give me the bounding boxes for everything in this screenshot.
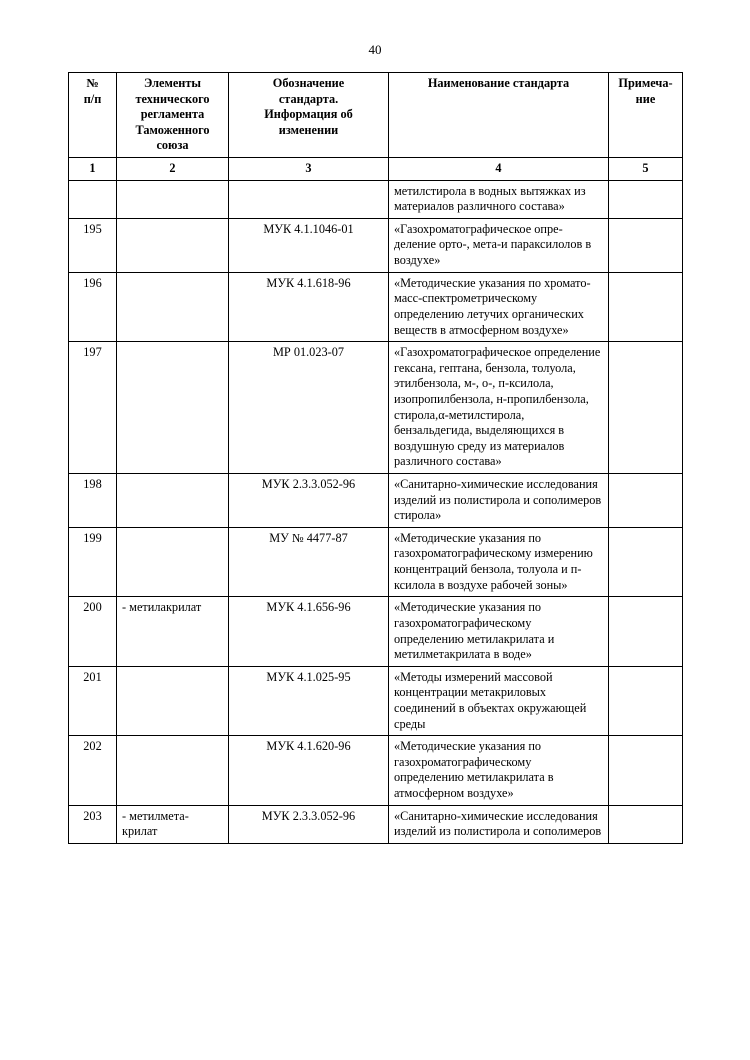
row-element <box>117 180 229 218</box>
column-header-elements-line4: Таможенного <box>135 122 210 137</box>
row-number: 195 <box>69 218 117 272</box>
row-note <box>609 272 683 341</box>
table-row <box>69 342 683 474</box>
column-header-note <box>609 73 683 158</box>
table-row <box>69 736 683 805</box>
row-element <box>117 666 229 735</box>
table-row <box>69 805 683 843</box>
table-body <box>69 180 683 843</box>
table-row <box>69 474 683 528</box>
row-name: «Методы измерений массовой концентрации метакриловых соединений в объектах окружающей среды <box>389 666 609 735</box>
row-note <box>609 736 683 805</box>
row-element <box>117 527 229 596</box>
row-designation: МУК 4.1.656-96 <box>229 597 389 666</box>
row-number: 203 <box>69 805 117 843</box>
column-header-elements-line1: Элементы <box>143 76 202 90</box>
row-element: - метилакрилат <box>117 597 229 666</box>
table-row <box>69 218 683 272</box>
column-header-designation <box>229 73 389 158</box>
table-header <box>69 73 683 181</box>
row-element <box>117 342 229 474</box>
row-element: - метилмета-крилат <box>117 805 229 843</box>
column-header-designation-line3: Информация об <box>264 107 353 122</box>
row-number: 201 <box>69 666 117 735</box>
row-note <box>609 342 683 474</box>
table-row <box>69 527 683 596</box>
row-name: «Санитарно-химические исследования изделий из полистирола и сополимеров <box>389 805 609 843</box>
row-name: «Газохроматографическое опре-деление орто-, мета-и параксилолов в воздухе» <box>389 218 609 272</box>
column-header-name <box>389 73 609 158</box>
table-row <box>69 180 683 218</box>
column-header-designation-line1: Обозначение <box>272 76 345 90</box>
column-header-elements-line3: регламента <box>140 107 205 122</box>
column-number-3: 3 <box>229 158 389 181</box>
row-number <box>69 180 117 218</box>
table-header-row <box>69 73 683 158</box>
table-row <box>69 272 683 341</box>
row-name: «Методические указания по газохроматографическому измерению концентраций бензола, толуола и п-ксилола в воздухе рабочей зоны» <box>389 527 609 596</box>
row-number: 202 <box>69 736 117 805</box>
column-header-note-line1: Примеча- <box>618 76 673 90</box>
standards-table <box>68 72 683 844</box>
column-number-4: 4 <box>389 158 609 181</box>
row-name: «Методические указания по хромато-масс-спектрометрическому определению летучих органических веществ в атмосферном воздухе» <box>389 272 609 341</box>
row-designation: МУК 4.1.025-95 <box>229 666 389 735</box>
row-name: «Методические указания по газохроматографическому определению метилакрилата в атмосферном воздухе» <box>389 736 609 805</box>
column-header-note-line2: ние <box>635 91 656 106</box>
table-column-number-row <box>69 158 683 181</box>
row-number: 200 <box>69 597 117 666</box>
row-note <box>609 805 683 843</box>
row-note <box>609 218 683 272</box>
row-designation: МУК 4.1.620-96 <box>229 736 389 805</box>
row-number: 199 <box>69 527 117 596</box>
column-header-number-line1: № <box>86 76 99 90</box>
row-name: «Методические указания по газохроматографическому определению метилакрилата и метилметакрилата в воде» <box>389 597 609 666</box>
row-note <box>609 597 683 666</box>
row-number: 196 <box>69 272 117 341</box>
row-note <box>609 666 683 735</box>
row-note <box>609 527 683 596</box>
column-number-5: 5 <box>609 158 683 181</box>
row-name: «Газохроматографическое определение гексана, гептана, бензола, толуола, этилбензола, м-, о-, п-ксилола, изопропилбензола, н-пропилбензола, стирола,α-метилстирола, бензальдегида, выделяющихся в воздушную среду из материалов различного состава» <box>389 342 609 474</box>
row-number: 197 <box>69 342 117 474</box>
column-header-elements-line2: технического <box>135 91 210 106</box>
row-designation: МР 01.023-07 <box>229 342 389 474</box>
column-number-1: 1 <box>69 158 117 181</box>
page-number: 40 <box>368 42 382 57</box>
table-row <box>69 597 683 666</box>
column-header-elements <box>117 73 229 158</box>
column-header-elements-line5: союза <box>156 138 189 153</box>
table-row <box>69 666 683 735</box>
column-number-2: 2 <box>117 158 229 181</box>
row-designation: МУ № 4477-87 <box>229 527 389 596</box>
column-header-name-line1: Наименование стандарта <box>427 76 570 90</box>
column-header-designation-line2: стандарта. <box>278 91 339 106</box>
row-designation: МУК 4.1.618-96 <box>229 272 389 341</box>
row-note <box>609 474 683 528</box>
row-designation: МУК 4.1.1046-01 <box>229 218 389 272</box>
row-designation <box>229 180 389 218</box>
row-element <box>117 218 229 272</box>
row-element <box>117 736 229 805</box>
column-header-number <box>69 73 117 158</box>
row-element <box>117 474 229 528</box>
row-element <box>117 272 229 341</box>
row-number: 198 <box>69 474 117 528</box>
column-header-number-line2: п/п <box>83 91 102 106</box>
row-note <box>609 180 683 218</box>
row-name: «Санитарно-химические исследования изделий из полистирола и сополимеров стирола» <box>389 474 609 528</box>
column-header-designation-line4: изменении <box>278 122 339 137</box>
row-designation: МУК 2.3.3.052-96 <box>229 474 389 528</box>
row-name: метилстирола в водных вытяжках из материалов различного состава» <box>389 180 609 218</box>
row-designation: МУК 2.3.3.052-96 <box>229 805 389 843</box>
